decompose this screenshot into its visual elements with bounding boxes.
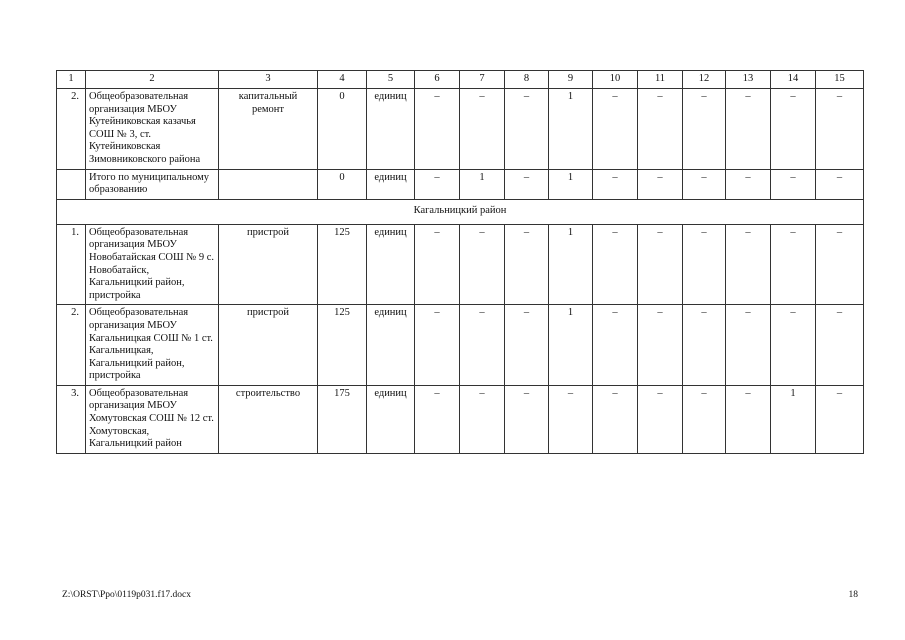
- column-number: 11: [638, 71, 683, 89]
- cell-col-15: –: [816, 169, 864, 199]
- column-number-row: [57, 71, 864, 89]
- cell-col-8: –: [505, 305, 549, 386]
- cell-col-11: –: [638, 89, 683, 170]
- cell-col-7: 1: [460, 169, 505, 199]
- cell-col-7: –: [460, 224, 505, 305]
- column-number: 14: [771, 71, 816, 89]
- table-row: [57, 385, 864, 453]
- cell-col-6: –: [415, 305, 460, 386]
- cell-col-1: 1.: [57, 224, 86, 305]
- table-row: [57, 224, 864, 305]
- cell-col-3: [219, 169, 318, 199]
- column-number: 1: [57, 71, 86, 89]
- cell-col-8: –: [505, 385, 549, 453]
- section-row: [57, 199, 864, 224]
- cell-col-13: –: [726, 385, 771, 453]
- table-row: [57, 305, 864, 386]
- cell-col-4: 0: [318, 89, 367, 170]
- cell-col-5: единиц: [367, 224, 415, 305]
- cell-col-5: единиц: [367, 89, 415, 170]
- cell-col-10: –: [593, 385, 638, 453]
- cell-col-2: Итого по муниципальному образованию: [86, 169, 219, 199]
- cell-col-8: –: [505, 89, 549, 170]
- cell-col-7: –: [460, 305, 505, 386]
- cell-col-4: 175: [318, 385, 367, 453]
- cell-col-1: 3.: [57, 385, 86, 453]
- cell-col-4: 125: [318, 224, 367, 305]
- column-number: 13: [726, 71, 771, 89]
- cell-col-7: –: [460, 89, 505, 170]
- column-number: 6: [415, 71, 460, 89]
- page-number: 18: [848, 590, 858, 600]
- cell-col-11: –: [638, 169, 683, 199]
- cell-col-15: –: [816, 305, 864, 386]
- cell-col-12: –: [683, 385, 726, 453]
- cell-col-6: –: [415, 89, 460, 170]
- cell-col-2: Общеобразовательная организация МБОУ Кагальницкая СОШ № 1 ст. Кагальницкая, Кагальницкий район, пристройка: [86, 305, 219, 386]
- column-number: 15: [816, 71, 864, 89]
- cell-col-14: –: [771, 89, 816, 170]
- cell-col-9: 1: [549, 89, 593, 170]
- table-row: [57, 89, 864, 170]
- table-row: [57, 169, 864, 199]
- cell-col-1: 2.: [57, 89, 86, 170]
- cell-col-1: [57, 169, 86, 199]
- cell-col-12: –: [683, 224, 726, 305]
- cell-col-2: Общеобразовательная организация МБОУ Хомутовская СОШ № 12 ст. Хомутовская, Кагальницкий район: [86, 385, 219, 453]
- cell-col-15: –: [816, 224, 864, 305]
- cell-col-4: 0: [318, 169, 367, 199]
- cell-col-8: –: [505, 169, 549, 199]
- cell-col-9: 1: [549, 224, 593, 305]
- column-number: 9: [549, 71, 593, 89]
- cell-col-15: –: [816, 385, 864, 453]
- table-body: [57, 71, 864, 454]
- cell-col-9: 1: [549, 169, 593, 199]
- column-number: 5: [367, 71, 415, 89]
- column-number: 2: [86, 71, 219, 89]
- cell-col-6: –: [415, 385, 460, 453]
- cell-col-3: пристрой: [219, 305, 318, 386]
- column-number: 12: [683, 71, 726, 89]
- cell-col-7: –: [460, 385, 505, 453]
- cell-col-10: –: [593, 169, 638, 199]
- cell-col-14: 1: [771, 385, 816, 453]
- cell-col-13: –: [726, 305, 771, 386]
- footer-file-path: Z:\ORST\Ppo\0119p031.f17.docx: [62, 590, 191, 600]
- cell-col-9: 1: [549, 305, 593, 386]
- cell-col-1: 2.: [57, 305, 86, 386]
- column-number: 10: [593, 71, 638, 89]
- cell-col-14: –: [771, 169, 816, 199]
- cell-col-15: –: [816, 89, 864, 170]
- cell-col-5: единиц: [367, 385, 415, 453]
- cell-col-3: капитальный ремонт: [219, 89, 318, 170]
- data-table: [56, 70, 864, 454]
- column-number: 7: [460, 71, 505, 89]
- cell-col-11: –: [638, 305, 683, 386]
- column-number: 8: [505, 71, 549, 89]
- cell-col-12: –: [683, 89, 726, 170]
- cell-col-10: –: [593, 224, 638, 305]
- cell-col-5: единиц: [367, 305, 415, 386]
- cell-col-4: 125: [318, 305, 367, 386]
- cell-col-14: –: [771, 224, 816, 305]
- cell-col-12: –: [683, 169, 726, 199]
- cell-col-11: –: [638, 224, 683, 305]
- cell-col-13: –: [726, 224, 771, 305]
- cell-col-6: –: [415, 169, 460, 199]
- cell-col-14: –: [771, 305, 816, 386]
- cell-col-3: пристрой: [219, 224, 318, 305]
- cell-col-5: единиц: [367, 169, 415, 199]
- cell-col-11: –: [638, 385, 683, 453]
- cell-col-10: –: [593, 305, 638, 386]
- section-title: Кагальницкий район: [57, 199, 864, 224]
- cell-col-2: Общеобразовательная организация МБОУ Кутейниковская казачья СОШ № 3, ст. Кутейниковская Зимовниковского района: [86, 89, 219, 170]
- cell-col-3: строительство: [219, 385, 318, 453]
- cell-col-13: –: [726, 89, 771, 170]
- cell-col-10: –: [593, 89, 638, 170]
- cell-col-2: Общеобразовательная организация МБОУ Новобатайская СОШ № 9 с. Новобатайск, Кагальницкий район, пристройка: [86, 224, 219, 305]
- cell-col-13: –: [726, 169, 771, 199]
- cell-col-6: –: [415, 224, 460, 305]
- column-number: 4: [318, 71, 367, 89]
- cell-col-12: –: [683, 305, 726, 386]
- column-number: 3: [219, 71, 318, 89]
- cell-col-9: –: [549, 385, 593, 453]
- cell-col-8: –: [505, 224, 549, 305]
